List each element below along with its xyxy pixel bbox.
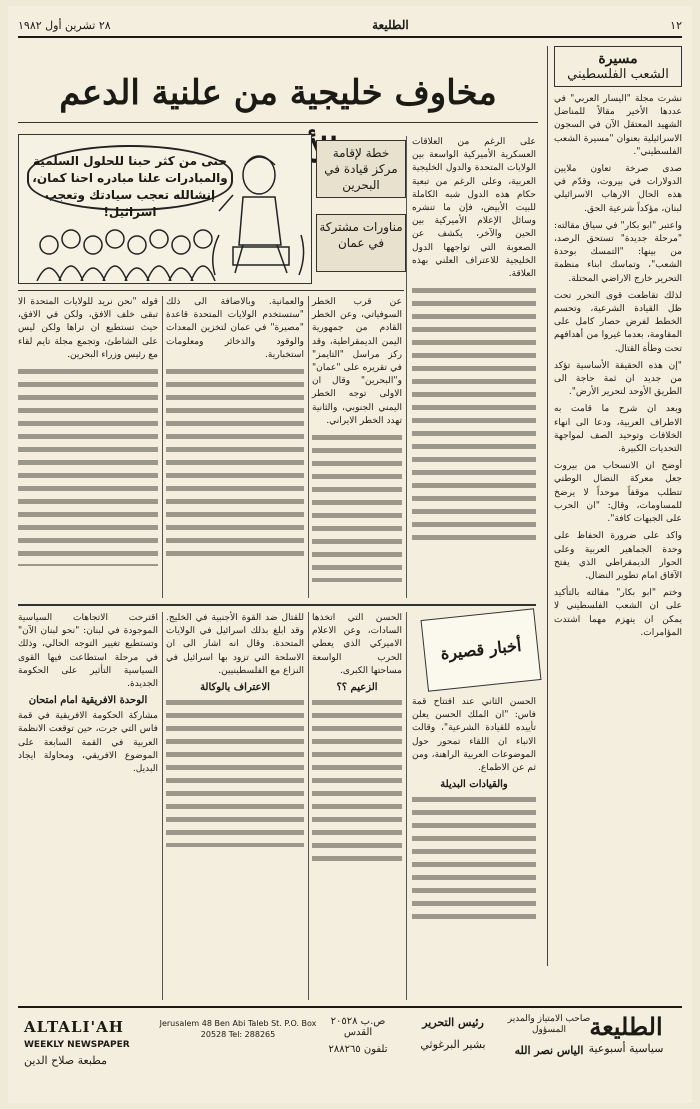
paragraph: اقترحت الاتجاهات السياسية الموجودة في لبنان: "نحو لبنان الآن" وتستطيع تغيير التوجه الحالي، وذلك في مرحلة استطاعت فيها القوى السياسية التأثير على الحكومة الجديدة. xyxy=(18,613,158,690)
lower-column-4 xyxy=(18,612,158,1000)
lower-column-3 xyxy=(166,612,304,1000)
text-lines xyxy=(412,285,536,545)
page-header xyxy=(18,14,682,38)
paragraph: قوله "نحن نريد للولايات المتحدة الا تبقى خلف الافق، ولكن في الافق، حيث تستطيع ان تراها ولكن ليس على الشاطئ، وتجمع مجلة تايم لقاء مع رئيس وزراء البحرين. xyxy=(18,297,158,360)
cartoon-speech-bubble: حتى من كثر حبنا للحلول السلمية والمبادرات علنا مبادره احنا كمان، إنشالله تعجب سيادتك وتعجب اسرائيل! xyxy=(27,145,233,211)
page-number: ١٢ xyxy=(670,18,682,32)
text-lines xyxy=(312,432,402,582)
lower-column-2 xyxy=(312,612,402,1000)
text-lines xyxy=(18,366,158,566)
subhead: الزعيم ؟؟ xyxy=(336,682,378,694)
lower-column-1 xyxy=(412,696,536,996)
paragraph: أوضح ان الانسحاب من بيروت جعل معركة النضال الوطني تتطلب موقفاً موحداً لا يرضخ للمساومات، وقال: "ان الحرب على الجبهات كافة". xyxy=(554,461,682,525)
paragraph: لذلك تقاطعت قوى التحرر تحت ظل القيادة الشرعية، وتحسم الخطط لفرض حصار كامل على المقاومة، بعدما غيروا من أهدافهم تحت وطأة القتال. xyxy=(554,290,682,354)
column-rule xyxy=(406,136,407,598)
paragraph: واكد على ضرورة الحفاظ على وحدة الجماهير العربية وعلى الحوار الديمقراطي الذي يفتح الآفاق امام تطوير النضال. xyxy=(554,531,682,581)
masthead-logo xyxy=(576,1012,676,1055)
text-lines xyxy=(166,697,304,847)
section-rule xyxy=(18,604,536,606)
caption-oman xyxy=(316,214,406,272)
column-rule xyxy=(162,296,163,598)
page-footer xyxy=(18,1006,682,1078)
subhead: الاعتراف بالوكالة xyxy=(200,682,270,694)
text-lines xyxy=(166,366,304,556)
caption-oman-text: مناورات مشتركة في عمان xyxy=(319,220,403,250)
paragraph: والعمانية. وبالاضافة الى ذلك "ستستخدم الولايات المتحدة قاعدة "مصيرة" في عمان لتخزين المعدات والوقود والذخائر ومعلومات استخبارية. xyxy=(166,297,304,360)
right-column-article xyxy=(547,46,682,966)
newspaper-page xyxy=(8,6,692,1103)
footer-address: Jerusalem 48 Ben Abi Taleb St. P.O. Box 20528 Tel: 288265 xyxy=(159,1019,317,1039)
footer-press-name: مطبعة صلاح الدين xyxy=(24,1054,108,1067)
paragraph: مشاركة الحكومة الافريقية في قمة فاس التي جرت، حين توقعت الانظمة العربية في القمة السابعة على الموضوع الافريقي، ومحاولة ايجاد البديل. xyxy=(18,711,158,775)
subhead: الوحدة الافريقية امام امتحان xyxy=(28,695,148,707)
footer-editor-label: رئيس التحرير xyxy=(422,1016,484,1029)
footer-publisher-label: صاحب الامتياز والمدير المسؤول xyxy=(507,1014,591,1035)
masthead-subtitle: سياسية أسبوعية xyxy=(588,1042,664,1055)
paragraph: وختم "ابو بكار" مقالته بالتأكيد على ان الشعب الفلسطيني لا يمكن ان ينهزم مهما اشتدت المؤامرات. xyxy=(554,588,682,638)
text-lines xyxy=(412,794,536,924)
footer-english-title: ALTALI'AH xyxy=(24,1018,124,1036)
text-lines xyxy=(312,697,402,867)
paragraph: للقتال ضد القوة الأجنبية في الخليج. وقد ابلغ بذلك اسرائيل في الولايات المتحدة. وقال انه اشار الى ان الاسلحة التي تزود بها اسرائيل في النزاع مع الفلسطينيين. xyxy=(166,613,304,676)
short-news-box: أخبار قصيرة xyxy=(421,608,542,692)
right-column-title: الشعب الفلسطيني xyxy=(567,67,669,82)
article-column-2 xyxy=(312,296,402,598)
caption-bahrain xyxy=(316,140,406,198)
article-column-4 xyxy=(18,296,158,598)
subhead: والقيادات البديلة xyxy=(440,779,508,791)
column-rule xyxy=(308,612,309,1000)
main-headline: مخاوف خليجية من علنية الدعم xyxy=(18,64,538,123)
paragraph: الحسن التي اتخذها السادات، وعن الاعلام الاميركي الذي يعطي الحرب الواسعة مساحتها الكبرى. xyxy=(312,613,402,676)
publication-name: الطليعة xyxy=(372,18,409,32)
column-rule xyxy=(308,296,309,598)
cartoon-rule xyxy=(18,290,404,291)
article-column-3 xyxy=(166,296,304,598)
footer-phone: تلفون ٢٨٨٢٦٥ xyxy=(328,1044,388,1055)
right-column-kicker: مسيرة xyxy=(598,51,638,67)
masthead-name: الطليعة xyxy=(589,1012,663,1041)
paragraph: واعتبر "ابو بكار" في سياق مقالته: "مرحلة جديدة" تستحق الرصد، من بينها: "التمسك بوحدة الشعب"، وتماسك ابناء منظمة التحرير خارج الاراضي المحتلة. xyxy=(554,220,682,284)
paragraph: نشرت مجلة "اليسار العربي" في عددها الأخير مقالاً للمناضل الشهيد المعتقل الآن في السجون الاسرائيلية بعنوان "مسيرة الشعب الفلسطيني". xyxy=(554,94,682,157)
footer-english-subtitle: WEEKLY NEWSPAPER xyxy=(24,1040,130,1050)
issue-date: ٢٨ تشرين أول ١٩٨٢ xyxy=(18,18,111,32)
right-column-heading xyxy=(554,46,682,87)
editorial-cartoon xyxy=(18,134,312,284)
footer-editor: بشير البرغوثي xyxy=(420,1038,486,1051)
footer-publisher: الياس نصر الله xyxy=(514,1044,584,1057)
paragraph: عن قرب الخطر السوفياتي، وعن الخطر القادم من جمهورية اليمن الديمقراطية، وقد ركز مراسل "التايمز" في تقريره على "عمان" و"البحرين" وقال ان الاولى توجه الخطر اليمني الجنوبي، والثانية تهدد الخطر الايراني. xyxy=(312,297,402,426)
paragraph: صدى صرخة تعاون ملايين الدولارات في بيروت، وقدّم في هذه الحال الارهاب الاسرائيلي لبنان، مؤكداً شرعية الحق. xyxy=(554,164,682,214)
column-rule xyxy=(162,612,163,1000)
cartoon-drawing xyxy=(19,135,309,281)
paragraph: الحسن الثاني عند افتتاح قمة فاس: "ان الملك الحسن يعلن تأييده للقيادة الشرعية"، وقالت الانباء ان اللقاء تمحور حول الموضوعات العربية الراهنة، ومن ثم عن الاطماع. xyxy=(412,697,536,774)
paragraph: "إن هذه الحقيقة الأساسية تؤكد من جديد ان ثمة حاجة الى الطريق الأوحد لتحرير الأرض". xyxy=(554,360,682,398)
paragraph: وبعد ان شرح ما قامت به الاطراف العربية، ودعا الى انهاء الخلافات وتوحيد الصف لمواجهة التحديات الكبيرة. xyxy=(554,404,682,455)
caption-bahrain-text: خطة لإقامة مركز قيادة في البحرين xyxy=(324,146,398,192)
paragraph: على الرغم من العلاقات العسكرية الأميركية الواسعة بين الولايات المتحدة والدول الخليجية العربية، وعلى الرغم من تبعية حكام هذه الدول شبه الكاملة للبيت الأبيض، فإن ما تنشره وسائل الإعلام الأميركية بين الحين والآخر، يكشف عن الصعوبة التي تواجهها الدول الخليجية للاعتراف العلني بهذه العلاقة. xyxy=(412,137,536,280)
article-column-1 xyxy=(412,136,536,598)
column-rule xyxy=(406,612,407,1000)
footer-pobox: ص.ب ٢٠٥٢٨ القدس xyxy=(330,1016,386,1038)
